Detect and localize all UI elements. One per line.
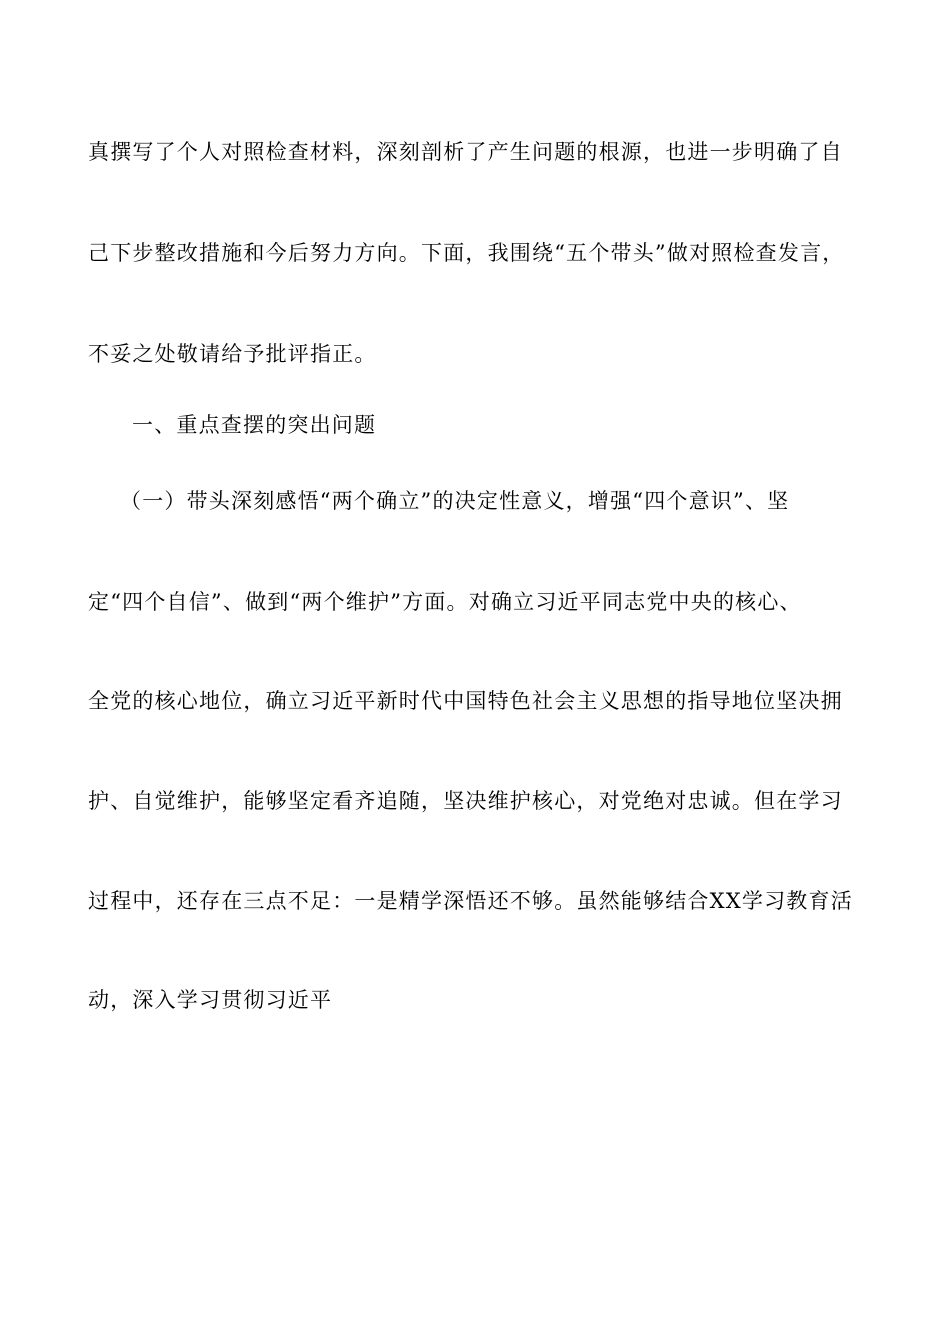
- paragraph-line-9: 过程中，还存在三点不足：一是精学深悟还不够。虽然能够结合XX学习教育活: [88, 889, 853, 913]
- paragraph-line-10: 动，深入学习贯彻习近平: [88, 988, 333, 1012]
- paragraph-line-3: 不妥之处敬请给予批评指正。: [88, 342, 377, 366]
- subsection-heading-line-1: （一）带头深刻感悟“两个确立”的决定性意义，增强“四个意识”、坚: [120, 489, 790, 513]
- paragraph-line-1: 真撰写了个人对照检查材料，深刻剖析了产生问题的根源，也进一步明确了自: [88, 140, 843, 164]
- paragraph-line-2: 己下步整改措施和今后努力方向。下面，我围绕“五个带头”做对照检查发言，: [88, 241, 845, 265]
- paragraph-line-7: 全党的核心地位，确立习近平新时代中国特色社会主义思想的指导地位坚决拥: [88, 689, 843, 713]
- paragraph-line-8: 护、自觉维护，能够坚定看齐追随，坚决维护核心，对党绝对忠诚。但在学习: [88, 789, 843, 813]
- section-heading: 一、重点查摆的突出问题: [132, 413, 377, 437]
- paragraph-line-6: 定“四个自信”、做到“两个维护”方面。对确立习近平同志党中央的核心、: [88, 590, 802, 614]
